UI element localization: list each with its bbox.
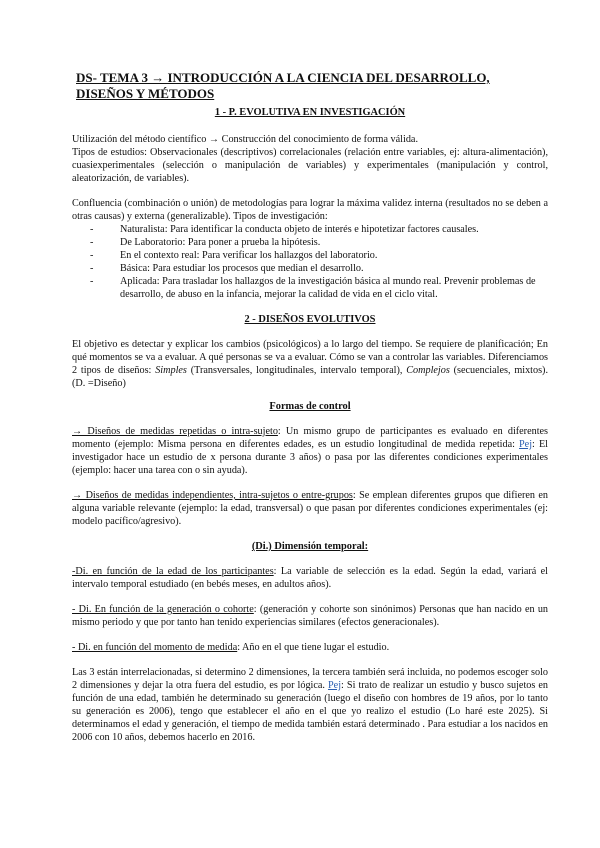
temporal-measurement-label: - Di. en función del momento de medida (72, 642, 238, 653)
list-item: - Básica: Para estudiar los procesos que median el desarrollo. (90, 262, 548, 275)
temporal-age-label: -Di. en función de la edad de los participantes (72, 566, 274, 577)
temporal-cohort (72, 603, 548, 629)
research-types-list (90, 223, 548, 301)
temporal-age (72, 565, 548, 591)
control-heading: Formas de control (269, 401, 351, 412)
complejos-term: Complejos (406, 365, 450, 376)
intro-text-a: El objetivo es detectar y explicar los cambios (psicológicos) a lo largo del tiempo. Se requiere de planificación; En qué momentos se va a evaluar. A qué personas se va a evaluar. Cómo se van a controlar las variables. Diferenciamos 2 tipos de diseños: (72, 339, 548, 376)
repeated-measures-text-a: : Un mismo grupo de participantes es evaluado en diferentes momento (ejemplo: Misma persona en diferentes edades, es un estudio longitudinal de medida repetida: (72, 426, 549, 450)
pej-link[interactable]: Pej (519, 439, 533, 450)
intro-text-c: (secuenciales, mixtos). (D. =Diseño) (72, 365, 548, 389)
intro-text-b: (Transversales, longitudinales, intervalo temporal), (186, 365, 407, 376)
temporal-dimension-heading: (Di.) Dimensión temporal: (251, 541, 369, 552)
section1-p2: Confluencia (combinación o unión) de metodologías para lograr la máxima validez interna (resultados no se deben a otras causas) y externa (generalizable). Tipos de investigación: (72, 198, 548, 222)
list-item: - De Laboratorio: Para poner a prueba la hipótesis. (90, 236, 548, 249)
temporal-cohort-text: : (generación y cohorte son sinónimos) Personas que han nacido en un mismo periodo y que por tanto han tenido experiencias similares (efectos generacionales). (72, 604, 549, 628)
temporal-measurement-text: : Año en el que tiene lugar el estudio. (237, 642, 390, 653)
final-text-b: : Si trato de realizar un estudio y busco sujetos en función de una edad, también he determinado su generación (luego el diseño con hombres de 19 años, por lo tanto su generación es 2006), tengo que establecer el año en el que yo realizo el estudio (Lo haré este 2025). Si determinamos el edad y generación, el tiempo de medida también estará determinado . Para estudiar a los nacidos en 2006 con 10 años, debemos hacerlo en 2016. (72, 680, 548, 743)
simples-term: Simples (155, 365, 187, 376)
independent-measures-text: : Se emplean diferentes grupos que difieren en alguna variable relevante (ejemplo: la edad, transversal) o que pasan por diferentes condiciones experimentales (ej: modelo pacífico/agresivo). (72, 490, 548, 527)
section1-heading: 1 - P. EVOLUTIVA EN INVESTIGACIÓN (214, 107, 406, 118)
final-paragraph (72, 666, 548, 744)
list-item: - En el contexto real: Para verificar los hallazgos del laboratorio. (90, 249, 548, 262)
control-repeated-measures (72, 425, 548, 477)
temporal-measurement (72, 641, 548, 654)
pej-link[interactable]: Pej (328, 680, 342, 691)
final-text-a: Las 3 están interrelacionadas, si determino 2 dimensiones, la tercera también será incluida, no podemos escoger solo 2 dimensiones y dejar la otra fuera del estudio, es por lógica. (72, 667, 548, 691)
control-independent-measures (72, 489, 548, 528)
temporal-age-text: : La variable de selección es la edad. Según la edad, variará el intervalo temporal estudiado (en bebés meses, en adultos años). (72, 566, 548, 590)
section1-p1-line2: Tipos de estudios: Observacionales (descriptivos) correlacionales (relación entre variables, ej: altura-alimentación), cuasiexperimentales (selección o manipulación de variables) y experimentales (manipulación y control, aleatorización, de variables). (72, 147, 548, 184)
independent-measures-label: → Diseños de medidas independientes, intra-sujetos o entre-grupos (72, 490, 353, 501)
repeated-measures-text-b: : El investigador hace un estudio de x persona durante 3 años) o pasa por las diferentes condiciones experimentales (ejemplo: hacer una tarea con o sin ayuda). (72, 439, 548, 476)
section2-intro (72, 338, 548, 390)
section2-heading: 2 - DISEÑOS EVOLUTIVOS (244, 314, 376, 325)
section1-p1-line1: Utilización del método científico → Construcción del conocimiento de forma válida. (72, 134, 418, 145)
repeated-measures-label: → Diseños de medidas repetidas o intra-sujeto (72, 426, 278, 437)
list-item: - Naturalista: Para identificar la conducta objeto de interés e hipotetizar factores causales. (90, 223, 548, 236)
list-item: - Aplicada: Para trasladar los hallazgos de la investigación básica al mundo real. Prevenir problemas de desarrollo, de abuso en la infancia, mejorar la calidad de vida en el ciclo vital. (90, 275, 548, 301)
temporal-cohort-label: - Di. En función de la generación o cohorte (72, 604, 254, 615)
document-title (76, 70, 548, 102)
document-title-text: DS- TEMA 3 → INTRODUCCIÓN A LA CIENCIA DEL DESARROLLO, DISEÑOS Y MÉTODOS (76, 70, 490, 101)
